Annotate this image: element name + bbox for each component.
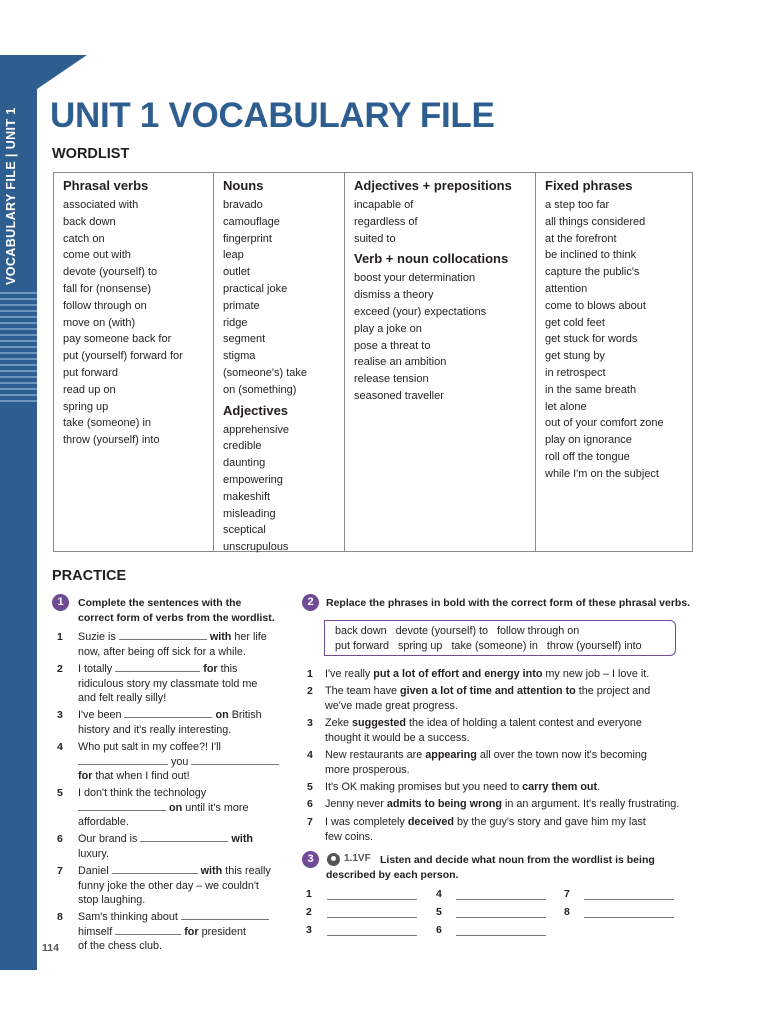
adjectives-list [223, 422, 344, 556]
word-box-item: follow through on [497, 625, 580, 637]
bold-phrase: deceived [407, 816, 455, 828]
text: I've really [325, 668, 374, 680]
bold-phrase: admits to being wrong [386, 798, 502, 810]
wordlist-item: put (yourself) forward for [63, 350, 183, 363]
sentence-number: 5 [307, 781, 313, 793]
text: now, after being off sick for a while. [78, 645, 246, 658]
exercise-2-number: 2 [302, 594, 319, 611]
bold-phrase: appearing [425, 749, 477, 761]
text: history and it's really interesting. [78, 723, 232, 736]
keyword: for [203, 663, 218, 675]
wordlist-item: unscrupulous [223, 541, 289, 554]
bold-phrase: put a lot of effort and energy into [373, 668, 543, 680]
wordlist-item: let alone [545, 400, 587, 413]
wordlist-item: get stuck for words [545, 333, 638, 346]
ex2-sentence-4 [325, 748, 695, 777]
ex2-sentence-5 [325, 780, 695, 795]
wordlist-item: while I'm on the subject [545, 467, 659, 480]
exercise-2-instruction: Replace the phrases in bold with the correct form of these phrasal verbs. [326, 597, 691, 609]
sentence-number: 3 [57, 709, 63, 721]
col-heading: Fixed phrases [545, 178, 633, 193]
text: you [171, 755, 189, 768]
text: her life [234, 631, 267, 643]
wordlist-item: seasoned traveller [354, 389, 444, 402]
wordlist-item: move on (with) [63, 316, 136, 329]
answer-line[interactable] [584, 917, 674, 918]
text: Who put salt in my coffee?! I'll [78, 741, 221, 753]
ex1-sentence-8 [78, 910, 293, 954]
wordlist-item: follow through on [63, 299, 147, 312]
wordlist-item: misleading [223, 507, 276, 520]
answer-blank[interactable] [115, 662, 200, 672]
word-box-row-2 [335, 639, 675, 654]
wordlist-item: catch on [63, 232, 105, 245]
text: my new job – I love it. [542, 668, 650, 680]
wordlist-item: segment [223, 333, 266, 346]
text: himself [78, 925, 113, 938]
answer-blank[interactable] [78, 801, 166, 811]
bold-phrase: given a lot of time and attention to [400, 685, 576, 697]
text: The team have [325, 685, 401, 697]
wordlist-item: attention [545, 282, 588, 295]
answer-line[interactable] [327, 917, 417, 918]
wordlist-item: realise an ambition [354, 356, 447, 369]
wordlist-item: daunting [223, 457, 266, 470]
wordlist-table [53, 172, 693, 552]
wordlist-item: in the same breath [545, 383, 637, 396]
text: this [220, 663, 238, 675]
ex2-sentence-7 [325, 815, 695, 844]
col-heading: Phrasal verbs [63, 178, 149, 193]
nouns-list [223, 197, 344, 399]
wordlist-item: out of your comfort zone [545, 417, 664, 430]
wordlist-item: play on ignorance [545, 434, 632, 447]
answer-number: 1 [306, 888, 312, 900]
wordlist-item: ridge [223, 316, 248, 329]
keyword: on [215, 709, 229, 721]
text: I've been [78, 709, 122, 721]
wordlist-item: on (something) [223, 383, 297, 396]
wordlist-item: get cold feet [545, 316, 605, 329]
wordlist-item: sceptical [223, 524, 266, 537]
wordlist-item: boost your determination [354, 272, 476, 285]
wordlist-item: play a joke on [354, 322, 422, 335]
text: the project and [575, 685, 651, 697]
word-box-row-1 [335, 624, 675, 639]
verb-noun-list [354, 270, 535, 404]
text: Zeke [325, 717, 353, 729]
wordlist-item: suited to [354, 232, 396, 245]
text: funny joke the other day – we couldn't [78, 879, 259, 892]
answer-blank[interactable] [112, 864, 198, 874]
ex2-sentence-2 [325, 684, 695, 713]
answer-line[interactable] [584, 899, 674, 900]
text: Suzie is [78, 631, 116, 643]
wordlist-item: capture the public's [545, 266, 640, 279]
wordlist-item: (someone's) take [223, 366, 308, 379]
side-stripes [0, 292, 37, 402]
ex1-sentence-2 [78, 662, 293, 706]
wordlist-item: all things considered [545, 215, 646, 228]
wordlist-item: fall for (nonsense) [63, 282, 152, 295]
sentence-number: 2 [307, 685, 313, 697]
text: and felt really silly! [78, 692, 167, 705]
text: few coins. [325, 830, 374, 843]
col-heading: Adjectives + prepositions [354, 178, 512, 193]
text: by the guy's story and gave him my last [454, 816, 646, 828]
instruction-line: Complete the sentences with the [78, 597, 242, 609]
ex1-sentence-1 [78, 630, 293, 659]
wordlist-item: dismiss a theory [354, 289, 434, 302]
ex1-sentence-3 [78, 708, 293, 737]
text: president [201, 925, 247, 938]
wordlist-item: bravado [223, 199, 263, 211]
text: in an argument. It's really frustrating. [502, 798, 680, 810]
wordlist-item: release tension [354, 373, 429, 386]
sentence-number: 6 [57, 833, 63, 845]
side-label: VOCABULARY FILE | UNIT 1 [4, 107, 18, 285]
answer-line[interactable] [456, 935, 546, 936]
text: this really [225, 865, 271, 877]
col-heading: Adjectives [223, 402, 289, 418]
wordlist-item: apprehensive [223, 423, 290, 436]
text: of the chess club. [78, 940, 163, 953]
text: . [597, 781, 601, 793]
wordlist-item: pay someone back for [63, 333, 172, 346]
text: It's OK making promises but you need to [325, 781, 523, 793]
answer-number: 4 [436, 888, 442, 900]
col-nouns-adjectives [213, 173, 344, 554]
word-box-item: spring up [398, 640, 443, 652]
text: Daniel [78, 865, 109, 877]
wordlist-item: fingerprint [223, 232, 272, 245]
answer-number: 6 [436, 924, 442, 936]
wordlist-item: makeshift [223, 490, 271, 503]
wordlist-item: a step too far [545, 199, 610, 211]
answer-blank[interactable] [115, 925, 181, 935]
keyword: on [169, 801, 183, 814]
instruction-line: correct form of verbs from the wordlist. [78, 611, 275, 624]
audio-track-icon[interactable] [327, 853, 340, 866]
wordlist-item: incapable of [354, 199, 414, 211]
text: ridiculous story my classmate told me [78, 677, 258, 690]
wordlist-item: take (someone) in [63, 417, 152, 430]
sentence-number: 7 [57, 865, 63, 877]
wordlist-item: come out with [63, 249, 131, 262]
ex1-sentence-4 [78, 740, 293, 784]
answer-line[interactable] [327, 899, 417, 900]
ex1-sentence-7 [78, 864, 293, 908]
wordlist-heading: WORDLIST [52, 146, 130, 162]
answer-blank[interactable] [140, 832, 228, 842]
sentence-number: 2 [57, 663, 63, 675]
text: until it's more [185, 801, 249, 814]
text: I don't think the technology [78, 787, 207, 799]
answer-number: 5 [436, 906, 442, 918]
phrasal-verb-word-box [324, 620, 676, 656]
answer-blank[interactable] [124, 708, 212, 718]
wordlist-item: empowering [223, 473, 283, 486]
corner-tab [37, 55, 87, 89]
wordlist-item: be inclined to think [545, 249, 637, 262]
ex2-sentence-3 [325, 716, 695, 745]
answer-number: 2 [306, 906, 312, 918]
keyword: for [184, 925, 199, 938]
word-box-item: devote (yourself) to [395, 625, 489, 637]
word-box-item: back down [335, 625, 387, 637]
wordlist-item: at the forefront [545, 232, 617, 245]
col-phrasal-verbs [54, 173, 213, 551]
wordlist-item: pose a threat to [354, 339, 431, 352]
bold-phrase: carry them out [522, 781, 598, 793]
col-heading: Nouns [223, 178, 264, 193]
wordlist-item: in retrospect [545, 366, 606, 379]
text: New restaurants are [325, 749, 426, 761]
exercise-3-instruction-cont: described by each person. [326, 869, 459, 881]
wordlist-item: throw (yourself) into [63, 434, 160, 447]
wordlist-item: regardless of [354, 215, 418, 228]
phrasal-verbs-list [63, 197, 213, 449]
adj-prep-list [354, 197, 535, 247]
page-number: 114 [42, 942, 59, 954]
answer-blank[interactable] [119, 630, 207, 640]
wordlist-item: devote (yourself) to [63, 266, 158, 279]
wordlist-item: stigma [223, 350, 256, 363]
ex2-sentence-6 [325, 797, 695, 812]
text: more prosperous. [325, 763, 410, 776]
ex1-sentence-5 [78, 786, 293, 830]
keyword: with [209, 631, 232, 643]
col-fixed-phrases [535, 173, 692, 551]
wordlist-item: credible [223, 440, 262, 453]
sentence-number: 3 [307, 717, 313, 729]
audio-track-number: 1.1VF [344, 853, 371, 864]
text: affordable. [78, 816, 129, 829]
sentence-number: 6 [307, 798, 313, 810]
wordlist-item: primate [223, 299, 260, 312]
word-box-item: put forward [335, 640, 390, 652]
instruction-line: Listen and decide what noun from the wordlist is being [380, 854, 655, 866]
text: Our brand is [78, 833, 138, 845]
sentence-number: 4 [57, 741, 63, 753]
text: stop laughing. [78, 894, 146, 907]
text: Jenny never [325, 798, 387, 810]
keyword: for [78, 770, 93, 783]
wordlist-item: leap [223, 249, 244, 262]
col-heading: Verb + noun collocations [354, 251, 509, 267]
keyword: with [231, 833, 254, 845]
text: luxury. [78, 847, 109, 860]
sentence-number: 4 [307, 749, 313, 761]
exercise-1-instruction [78, 596, 275, 625]
bold-phrase: suggested [352, 717, 407, 729]
wordlist-item: back down [63, 215, 116, 228]
wordlist-item: get stung by [545, 350, 605, 363]
sentence-number: 1 [307, 668, 313, 680]
exercise-3-number: 3 [302, 851, 319, 868]
ex1-sentence-6 [78, 832, 293, 861]
text: thought it would be a success. [325, 731, 470, 744]
sentence-number: 5 [57, 787, 63, 799]
text: I totally [78, 663, 113, 675]
wordlist-item: outlet [223, 266, 250, 279]
word-box-item: take (someone) in [451, 640, 538, 652]
answer-blank[interactable] [78, 755, 168, 765]
wordlist-item: associated with [63, 199, 139, 211]
wordlist-item: roll off the tongue [545, 450, 630, 463]
answer-line[interactable] [456, 899, 546, 900]
word-box-item: throw (yourself) into [546, 640, 642, 652]
text: I was completely [325, 816, 408, 828]
answer-number: 8 [564, 906, 570, 918]
sentence-number: 8 [57, 911, 63, 923]
wordlist-item: exceed (your) expectations [354, 305, 487, 318]
ex2-sentence-1 [325, 667, 695, 682]
wordlist-item: put forward [63, 366, 119, 379]
answer-line[interactable] [327, 935, 417, 936]
wordlist-item: read up on [63, 383, 116, 396]
exercise-1-number: 1 [52, 594, 69, 611]
text: Sam's thinking about [78, 911, 178, 923]
wordlist-item: camouflage [223, 215, 280, 228]
answer-line[interactable] [456, 917, 546, 918]
text: that when I find out! [95, 770, 190, 783]
sentence-number: 1 [57, 631, 63, 643]
text: the idea of holding a talent contest and everyone [406, 717, 642, 729]
practice-heading: PRACTICE [52, 568, 127, 584]
col-adj-prep-collocations [344, 173, 535, 551]
keyword: with [200, 865, 223, 877]
answer-number: 3 [306, 924, 312, 936]
wordlist-item: spring up [63, 400, 109, 413]
exercise-3-instruction [380, 853, 655, 868]
answer-blank[interactable] [181, 910, 269, 920]
answer-blank[interactable] [191, 755, 279, 765]
sentence-number: 7 [307, 816, 313, 828]
wordlist-item: come to blows about [545, 299, 646, 312]
page-title: UNIT 1 VOCABULARY FILE [50, 96, 495, 135]
text: all over the town now it's becoming [476, 749, 647, 761]
answer-number: 7 [564, 888, 570, 900]
wordlist-item: practical joke [223, 282, 288, 295]
text: we've made great progress. [325, 699, 458, 712]
fixed-phrases-list [545, 197, 692, 483]
text: British [231, 709, 262, 721]
